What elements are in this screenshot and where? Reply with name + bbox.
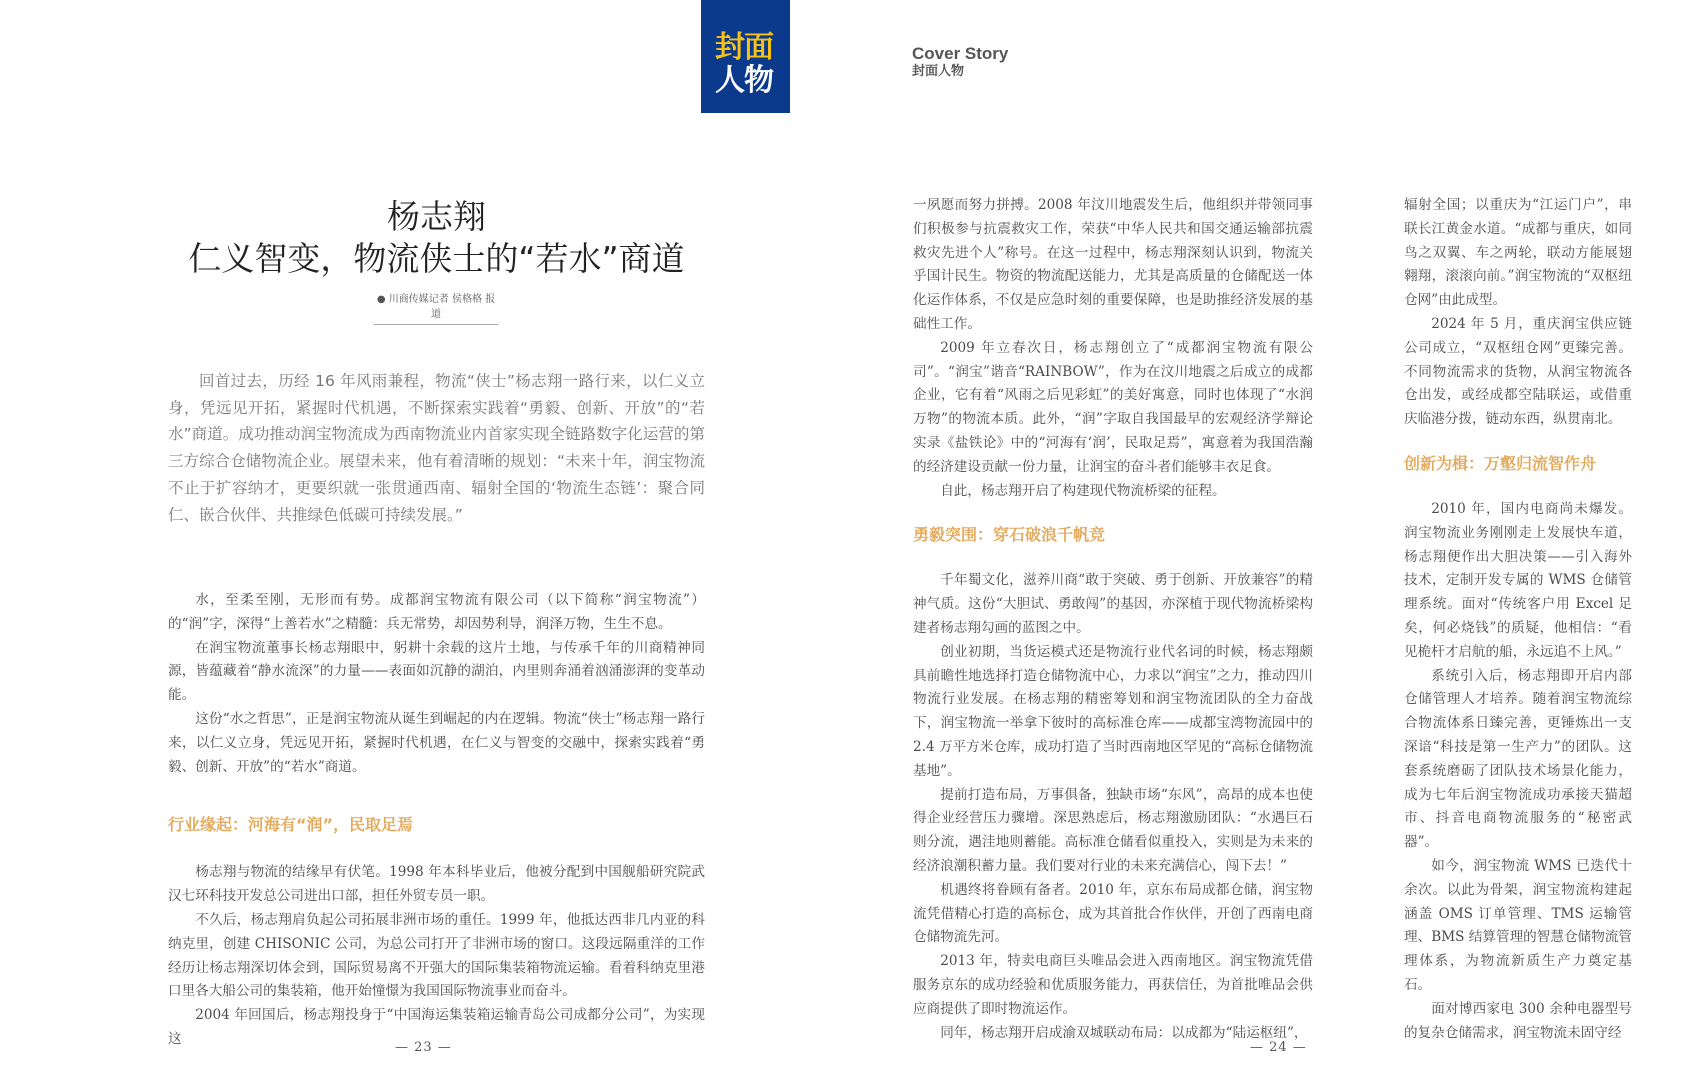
page-number-23: — 23 — bbox=[395, 1040, 452, 1055]
section-heading: 创新为楫：万壑归流智作舟 bbox=[1404, 453, 1597, 473]
body-paragraph: 2010 年，国内电商尚未爆发。润宝物流业务刚刚走上发展快车道，杨志翔便作出大胆决策——引入海外技术，定制开发专属的 WMS 仓储管理系统。面对“传统客户用 Excel 足矣，何必烧钱”的质疑，他相信：“看见桅杆才启航的船，永远追不上风。” bbox=[1404, 500, 1632, 660]
cover-story-badge bbox=[701, 0, 790, 113]
byline: ● 川商传媒记者 侯格格 报道 bbox=[374, 290, 498, 325]
section-label-zh: 封面人物 bbox=[912, 64, 965, 79]
body-paragraph: 这份“水之哲思”，正是润宝物流从诞生到崛起的内在逻辑。物流“侠士”杨志翔一路行来，以仁义立身，凭远见开拓，紧握时代机遇，在仁义与智变的交融中，探索实践着“勇毅、创新、开放”的“若水”商道。 bbox=[168, 710, 705, 775]
body-paragraph: 不久后，杨志翔肩负起公司拓展非洲市场的重任。1999 年，他抵达西非几内亚的科纳克里，创建 CHISONIC 公司，为总公司打开了非洲市场的窗口。这段远隔重洋的工作经历让杨志翔深切体会到，国际贸易离不开强大的国际集装箱物流运输。看着科纳克里港口里各大船公司的集装箱，他开始憧憬为我国国际物流事业而奋斗。 bbox=[168, 911, 705, 1000]
body-paragraph: 同年，杨志翔开启成渝双城联动布局：以成都为“陆运枢纽”， bbox=[940, 1024, 1308, 1041]
body-paragraph: 2013 年，特卖电商巨头唯品会进入西南地区。润宝物流凭借服务京东的成功经验和优质服务能力，再获信任，为首批唯品会供应商提供了即时物流运作。 bbox=[913, 953, 1313, 1017]
body-paragraph: 自此，杨志翔开启了构建现代物流桥梁的征程。 bbox=[940, 482, 1226, 499]
page-number-24: — 24 — bbox=[1250, 1040, 1307, 1055]
badge-line-1: 封面 bbox=[715, 30, 773, 65]
section-label bbox=[912, 44, 1008, 80]
section-heading: 行业缘起：河海有“润”，民取足焉 bbox=[168, 815, 414, 835]
article-title: 仁义智变，物流侠士的“若水”商道 bbox=[188, 239, 685, 278]
body-paragraph: 辐射全国；以重庆为“江运门户”，串联长江黄金水道。“成都与重庆，如同鸟之双翼、车之两轮，联动方能展翅翱翔，滚滚向前。”润宝物流的“双枢纽仓网”由此成型。 bbox=[1404, 197, 1632, 309]
article-title-name: 杨志翔 bbox=[387, 197, 486, 236]
body-paragraph: 一夙愿而努力拼搏。2008 年汶川地震发生后，他组织并带领同事们积极参与抗震救灾工作，荣获“中华人民共和国交通运输部抗震救灾先进个人”称号。在这一过程中，杨志翔深刻认识到，物流关乎国计民生。物资的物流配送能力，尤其是高质量的仓储配送一体化运作体系，不仅是应急时刻的重要保障，也是助推经济发展的基础性工作。 bbox=[913, 197, 1313, 332]
body-paragraph: 千年蜀文化，滋养川商“敢于突破、勇于创新、开放兼容”的精神气质。这份“大胆试、勇敢闯”的基因，亦深植于现代物流桥梁构建者杨志翔勾画的蓝图之中。 bbox=[913, 572, 1313, 636]
body-paragraph: 2009 年立春次日，杨志翔创立了“成都润宝物流有限公司”。“润宝”谐音“RAINBOW”，作为在汶川地震之后成立的成都企业，它有着“风雨之后见彩虹”的美好寓意，同时也体现了“水润万物”的物流本质。此外，“润”字取自我国最早的宏观经济学辩论实录《盐铁论》中的“河海有‘润’，民取足焉”，寓意着为我国浩瀚的经济建设贡献一份力量，让润宝的奋斗者们能够丰衣足食。 bbox=[913, 339, 1313, 475]
body-paragraph: 机遇终将眷顾有备者。2010 年，京东布局成都仓储，润宝物流凭借精心打造的高标仓，成为其首批合作伙伴，开创了西南电商仓储物流先河。 bbox=[913, 881, 1313, 946]
page-24-column-2 bbox=[1404, 194, 1632, 1045]
body-paragraph: 2004 年回国后，杨志翔投身于“中国海运集装箱运输青岛公司成都分公司”，为实现这 bbox=[168, 1007, 705, 1047]
body-paragraph: 2024 年 5 月，重庆润宝供应链公司成立，“双枢纽仓网”更臻完善。不同物流需求的货物，从润宝物流各仓出发，或经成都空陆联运，或借重庆临港分拨，链动东西，纵贯南北。 bbox=[1404, 315, 1632, 428]
intro-paragraph: 回首过去，历经 16 年风雨兼程，物流“侠士”杨志翔一路行来，以仁义立身，凭远见开拓，紧握时代机遇，不断探索实践着“勇毅、创新、开放”的“若水”商道。成功推动润宝物流成为西南物流业内首家实现全链路数字化运营的第三方综合仓储物流企业。展望未来，他有着清晰的规划：“未来十年，润宝物流不止于扩容纳才，更要织就一张贯通西南、辐射全国的‘物流生态链’：聚合同仁、嵌合伙伴、共推绿色低碳可持续发展。” bbox=[168, 372, 705, 524]
body-paragraph: 水，至柔至刚，无形而有势。成都润宝物流有限公司（以下简称“润宝物流”）的“润”字，深得“上善若水”之精髓：兵无常势，却因势利导，润泽万物，生生不息。 bbox=[168, 592, 705, 632]
body-paragraph: 如今，润宝物流 WMS 已迭代十余次。以此为骨架，润宝物流构建起涵盖 OMS 订单管理、TMS 运输管理、BMS 结算管理的智慧仓储物流管理体系，为物流新质生产力奠定基石。 bbox=[1404, 857, 1632, 993]
body-paragraph: 在润宝物流董事长杨志翔眼中，躬耕十余载的这片土地，与传承千年的川商精神同源，皆蕴藏着“静水流深”的力量——表面如沉静的湖泊，内里则奔涌着汹涌澎湃的变革动能。 bbox=[168, 639, 705, 704]
body-paragraph: 面对博西家电 300 余种电器型号的复杂仓储需求，润宝物流未固守经 bbox=[1404, 1000, 1632, 1041]
body-paragraph: 创业初期，当货运模式还是物流行业代名词的时候，杨志翔颇具前瞻性地选择打造仓储物流中心，力求以“润宝”之力，推动四川物流行业发展。在杨志翔的精密筹划和润宝物流团队的全力奋战下，润宝物流一举拿下彼时的高标准仓库——成都宝湾物流园中的 2.4 万平方米仓库，成功打造了当时西南地区罕见的“高标仓储物流基地”。 bbox=[913, 643, 1313, 779]
body-paragraph: 杨志翔与物流的结缘早有伏笔。1998 年本科毕业后，他被分配到中国舰船研究院武汉七环科技开发总公司进出口部，担任外贸专员一职。 bbox=[168, 864, 705, 905]
badge-line-2: 人物 bbox=[715, 63, 773, 98]
page-24-column-1 bbox=[913, 194, 1313, 1045]
body-paragraph: 系统引入后，杨志翔即开启内部仓储管理人才培养。随着润宝物流综合物流体系日臻完善，更锤炼出一支深谙“科技是第一生产力”的团队。这套系统磨砺了团队技术场景化能力，成为七年后润宝物流成功承接天猫超市、抖音电商物流服务的“秘密武器”。 bbox=[1404, 667, 1632, 851]
page-23-column bbox=[168, 589, 705, 1052]
section-heading: 勇毅突围：穿石破浪千帆竞 bbox=[913, 525, 1106, 545]
body-paragraph: 提前打造布局，万事俱备，独缺市场“东风”，高昂的成本也使得企业经营压力骤增。深思熟虑后，杨志翔激励团队：“水遇巨石则分流，遇洼地则蓄能。高标准仓储看似重投入，实则是为未来的经济浪潮积蓄力量。我们要对行业的未来充满信心，闯下去！” bbox=[913, 786, 1313, 874]
section-label-en: Cover Story bbox=[912, 44, 1009, 63]
